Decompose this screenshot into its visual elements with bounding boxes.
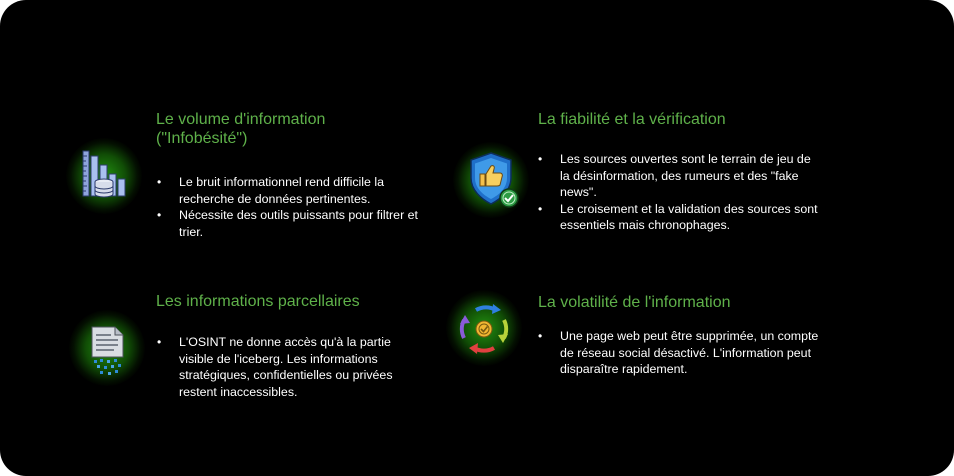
list-item: • L'OSINT ne donne accès qu'à la partie visible de l'iceberg. Les informations stratégiques, confidentielles ou privées restent inaccessibles. (157, 335, 393, 399)
section-title-parcellaires: Les informations parcellaires (156, 293, 360, 310)
shield-thumbs-up-icon (453, 142, 529, 218)
section-title-fiabilite: La fiabilité et la vérification (538, 111, 726, 128)
list-item: • Le croisement et la validation des sources sont essentiels mais chronophages. (538, 201, 818, 233)
database-chart-icon (66, 138, 142, 214)
list-item: • Nécessite des outils puissants pour filtrer et trier. (157, 208, 418, 239)
bullet-list-volatilite (538, 328, 828, 378)
bullet-list-fiabilite (538, 151, 818, 234)
list-item: • Les sources ouvertes sont le terrain de jeu de la désinformation, des rumeurs et des "fake news". (538, 152, 811, 200)
bullet-list-parcellaires (157, 334, 407, 400)
section-title-volatilite: La volatilité de l'information (538, 294, 731, 311)
section-title-volume: Le volume d'information ("Infobésité") (156, 111, 326, 147)
list-item: • Le bruit informationnel rend difficile la recherche de données pertinentes. (157, 175, 385, 206)
fragmented-document-icon (69, 310, 145, 386)
cycle-arrows-icon (446, 290, 522, 366)
bullet-list-volume (157, 174, 427, 240)
list-item: • Une page web peut être supprimée, un compte de réseau social désactivé. L'information peut disparaître rapidement. (538, 329, 819, 377)
